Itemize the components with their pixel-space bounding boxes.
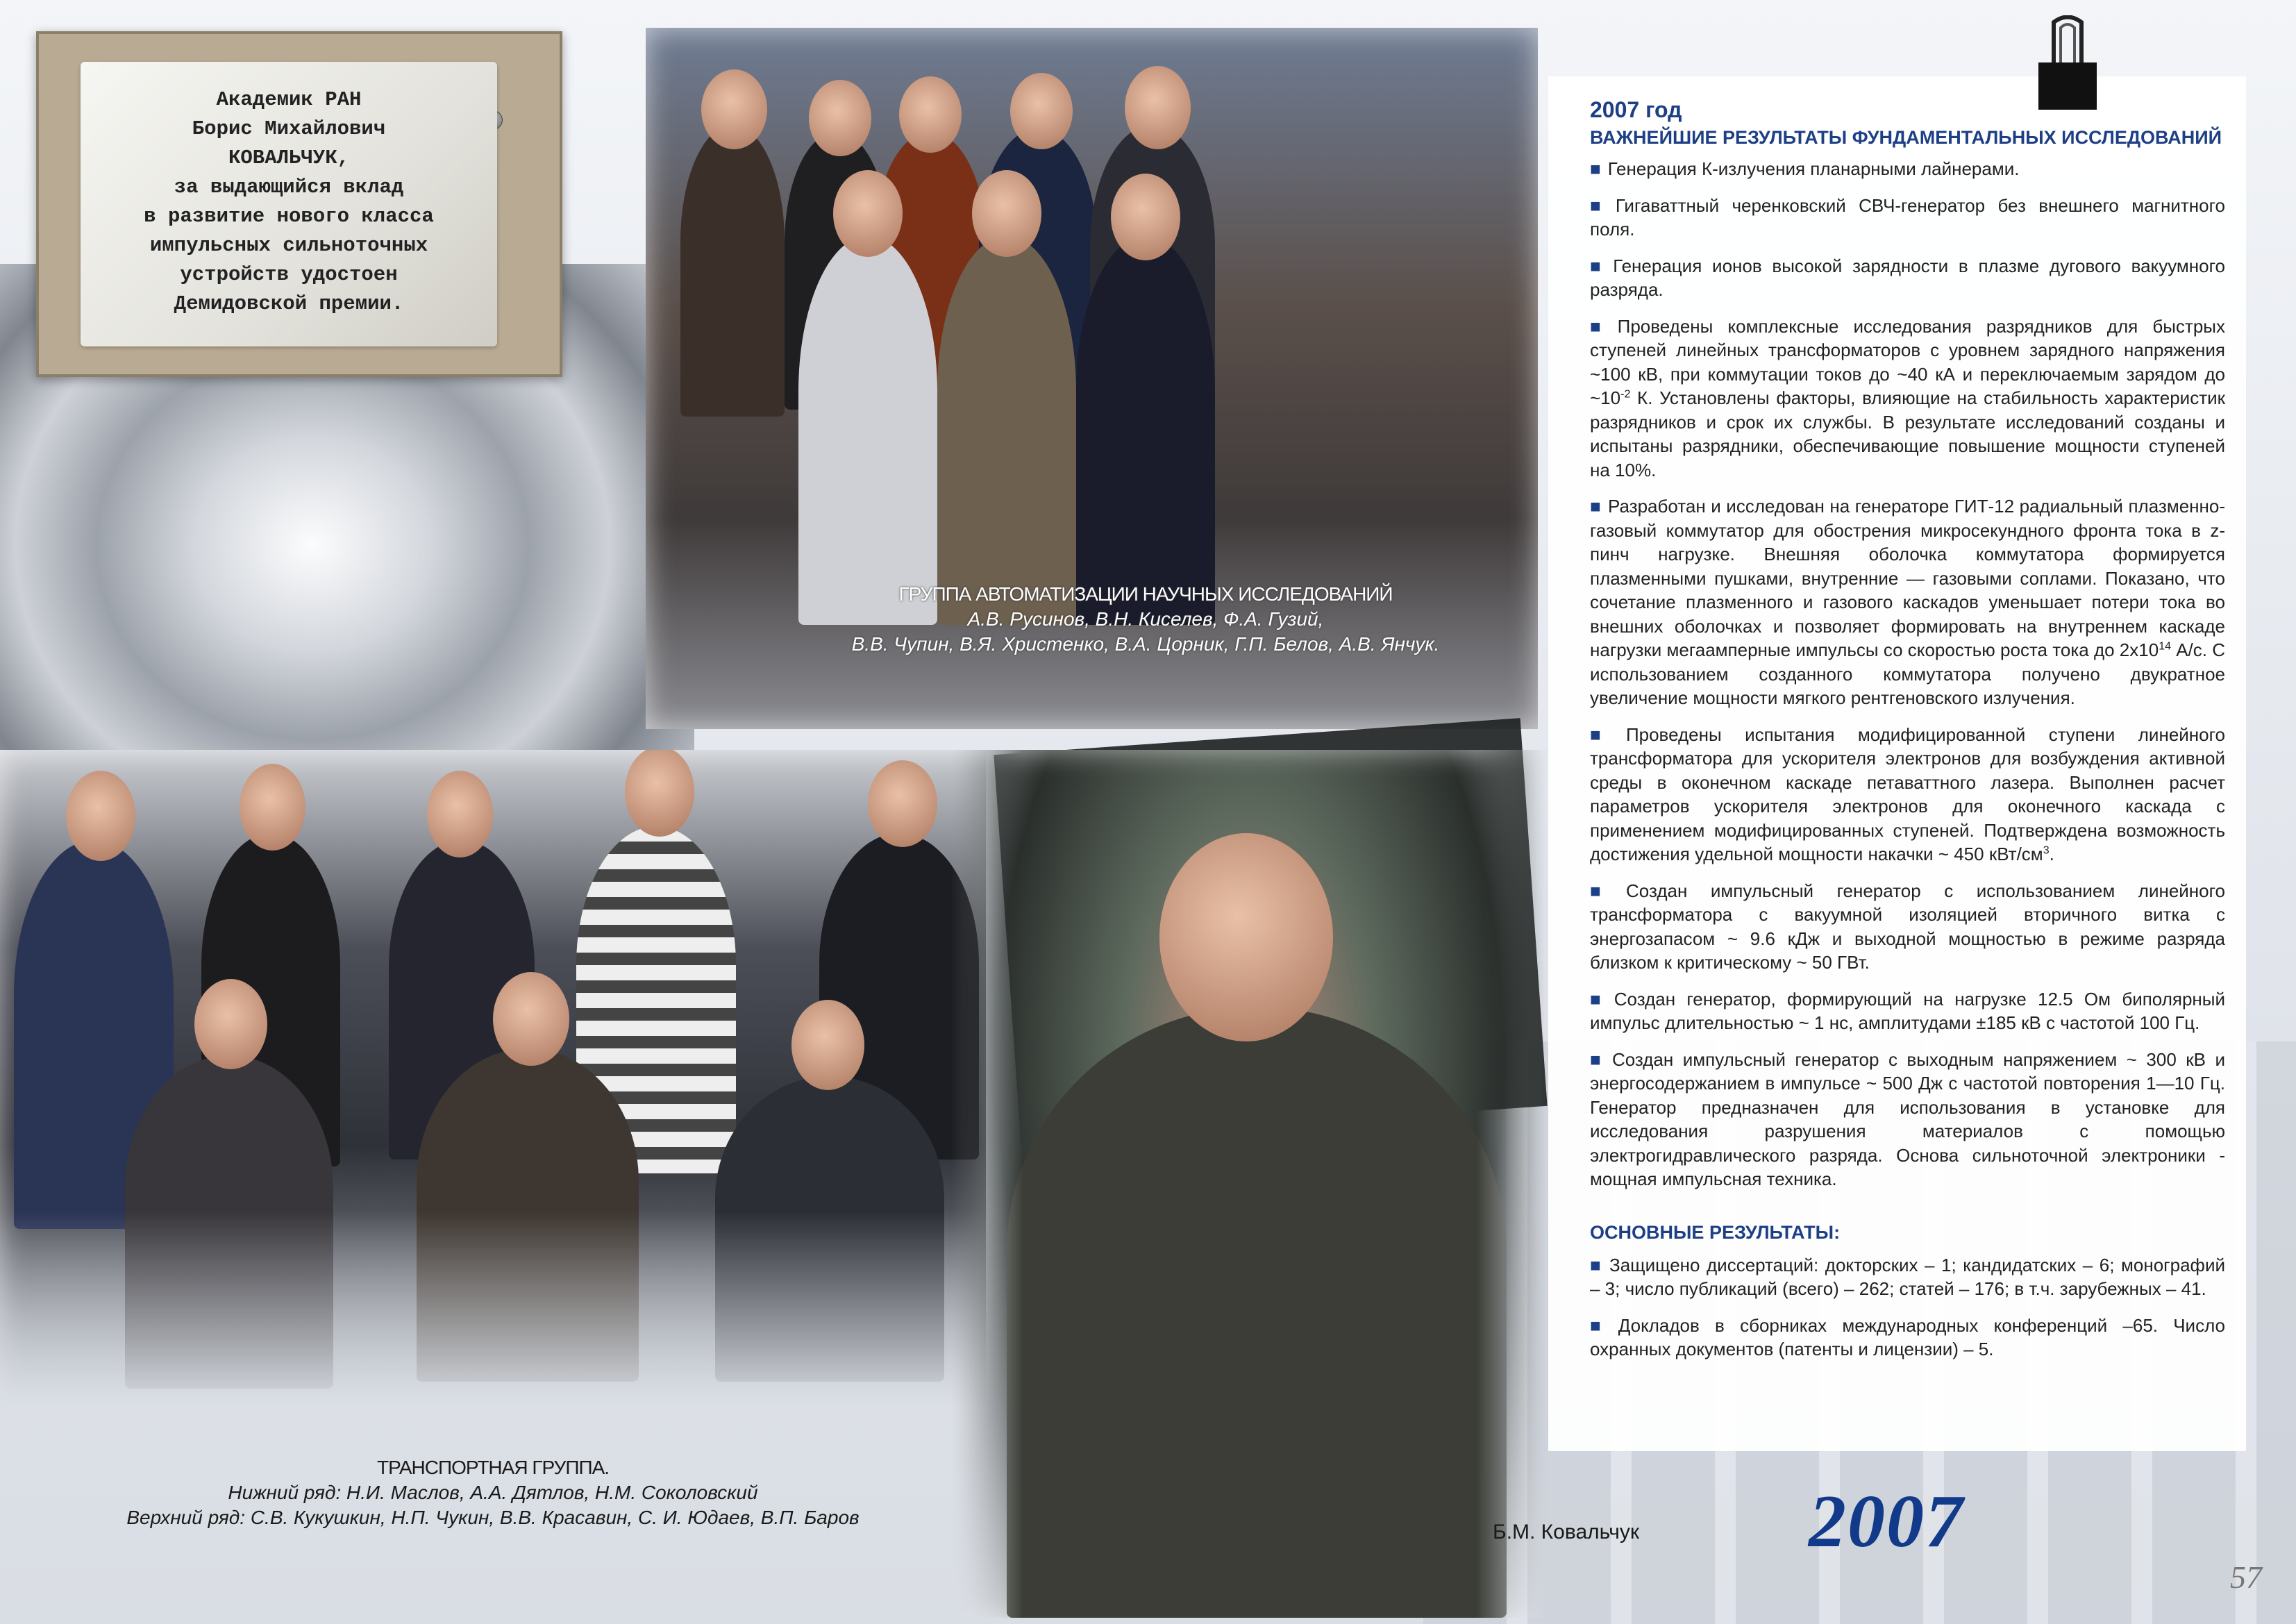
photo-kovalchuk [951, 750, 1548, 1618]
caption-automation-group [812, 582, 1479, 657]
caption-line: Верхний ряд: С.В. Кукушкин, Н.П. Чукин, В.В. Красавин, С. И. Юдаев, В.П. Баров [126, 1507, 860, 1528]
results-heading: ОСНОВНЫЕ РЕЗУЛЬТАТЫ: [1590, 1221, 1841, 1243]
person-figure [680, 125, 785, 417]
award-plaque [36, 31, 562, 377]
person-figure [937, 236, 1076, 625]
plaque-scroll [81, 62, 497, 346]
plaque-line: КОВАЛЬЧУК, [228, 147, 350, 169]
superscript: 3 [2043, 844, 2050, 857]
item-text-tail: . [2049, 844, 2054, 864]
plaque-text [94, 85, 483, 319]
list-item [1590, 879, 2225, 975]
list-item [1590, 315, 2225, 483]
list-item [1590, 194, 2225, 242]
item-text: Проведены комплексные исследования разрядников для быстрых ступеней линейных трансформаторов с уровнем зарядного напряжения ~100 кВ, при коммутации токов до ~40 кА и переключаемым зарядом до ~10 [1590, 315, 2225, 408]
person-figure [715, 1076, 944, 1382]
page-number: 57 [2230, 1559, 2262, 1595]
caption-line: Нижний ряд: Н.И. Маслов, А.А. Дятлов, Н.М. Соколовский [228, 1482, 758, 1503]
person-figure [798, 236, 937, 625]
results-panel [1548, 76, 2246, 1451]
plaque-line: в развитие нового класса [144, 205, 434, 228]
person-head [1010, 73, 1073, 149]
item-text: Проведены испытания модифицированной ступени линейного трансформатора для ускорителя электронов для возбуждения активной среды в оконечном каскаде петаваттного лазера. Выполнен расчет параметров ускорителя электронов для оконечного каскада с применением модифицированных ступеней. Подтверждена возможность достижения удельной мощности накачки ~ 450 кВт/см [1590, 723, 2225, 864]
superscript: 14 [2159, 640, 2171, 653]
item-text: Генерация К-излучения планарными лайнерами. [1607, 158, 2020, 179]
item-text: Генерация ионов высокой зарядности в плазме дугового вакуумного разряда. [1590, 255, 2225, 300]
person-head [833, 170, 903, 257]
person-head [701, 69, 767, 149]
panel-year: 2007 год [1590, 97, 1682, 122]
person-head [1159, 833, 1333, 1041]
superscript: -2 [1620, 388, 1631, 401]
person-figure [125, 1055, 333, 1389]
person-head [427, 771, 493, 857]
list-item [1590, 723, 2225, 867]
item-text: Докладов в сборниках международных конференций –65. Число охранных документов (патенты и лицензии) – 5. [1590, 1314, 2225, 1359]
plaque-line: импульсных сильноточных [149, 234, 428, 257]
person-figure [1007, 1007, 1507, 1618]
person-head [809, 80, 871, 156]
list-item [1590, 494, 2225, 710]
caption-title: ТРАНСПОРТНАЯ ГРУППА. [376, 1457, 610, 1478]
person-head [1125, 66, 1191, 149]
person-figure [1076, 236, 1215, 625]
photo-transport-group [0, 750, 986, 1409]
person-head [972, 170, 1041, 257]
item-text: Создан импульсный генератор с использованием линейного трансформатора с вакуумной изоляцией вторичного витка с энергозапасом ~ 9.6 кДж и выходной мощностью в режиме разряда близком к критическому ~ 50 ГВт. [1590, 880, 2225, 973]
results-list [1590, 157, 2225, 1191]
list-item [1590, 1048, 2225, 1191]
person-head [1111, 174, 1180, 260]
item-text: Гигаваттный черенковский СВЧ-генератор без внешнего магнитного поля. [1590, 194, 2225, 240]
person-head [791, 1000, 864, 1090]
plaque-line: Академик РАН [216, 88, 362, 111]
list-item [1590, 1314, 2225, 1362]
list-item [1590, 157, 2225, 181]
person-head [66, 771, 135, 861]
plaque-line: устройств удостоен [180, 263, 398, 286]
item-text: Разработан и исследован на генераторе ГИТ-12 радиальный плазменно-газовый коммутатор для обострения микросекундного фронта тока в z-пинч нагрузке. Внешняя оболочка коммутатора формируется плазменными пушками, внутренние — газовыми соплами. Показано, что сочетание плазменного и газового каскадов уменьшает потери тока во внешних оболочках и позволяет формировать на внутреннем каскаде нагрузки мегаамперные импульсы со скоростью роста тока до 2х10 [1590, 496, 2225, 660]
list-item [1590, 987, 2225, 1035]
caption-transport-group [76, 1455, 910, 1530]
item-text-tail: К. Установлены факторы, влияющие на стабильность характеристик разрядников и срок их службы. В результате исследований созданы и испытаны разрядники, обеспечивающие повышение мощности ступеней на 10%. [1590, 387, 2225, 480]
item-text: Создан генератор, формирующий на нагрузке 12.5 Ом биполярный импульс длительностью ~ 1 нс, амплитудами ±185 кВ с частотой 100 Гц. [1590, 988, 2225, 1033]
person-head [493, 972, 569, 1066]
item-text: Защищено диссертаций: докторских – 1; кандидатских – 6; монографий – 3; число публикаций (всего) – 262; статей – 176; в т.ч. зарубежных – 41. [1590, 1254, 2225, 1299]
person-head [899, 76, 962, 153]
list-item [1590, 254, 2225, 302]
item-text: Создан импульсный генератор с выходным напряжением ~ 300 кВ и энергосодержанием в импульсе ~ 500 Дж с частотой повторения 1—10 Гц. Генератор предназначен для использования в установке для исследования разрушения материалов с помощью электрогидравлического разряда. Основа сильноточной электроники - мощная импульсная техника. [1590, 1048, 2225, 1189]
plaque-line: Борис Михайлович [192, 117, 386, 140]
person-head [625, 750, 694, 837]
plaque-line: за выдающийся вклад [174, 176, 404, 199]
caption-portrait: Б.М. Ковальчук [1493, 1521, 1640, 1543]
item-text-tail: А/с. С использованием созданного коммутатора получено двукратное увеличение мощности мягкого рентгеновского излучения. [1590, 639, 2225, 708]
person-figure [417, 1048, 639, 1382]
summary-list [1590, 1253, 2225, 1362]
person-head [240, 764, 305, 851]
caption-line: В.В. Чупин, В.Я. Христенко, В.А. Цорник, Г.П. Белов, А.В. Янчук. [851, 633, 1440, 655]
caption-title: ГРУППА АВТОМАТИЗАЦИИ НАУЧНЫХ ИССЛЕДОВАНИЙ [898, 583, 1393, 605]
year-title: 2007 [1809, 1480, 1964, 1563]
binder-clip-icon [2033, 15, 2102, 112]
list-item [1590, 1253, 2225, 1301]
panel-heading: ВАЖНЕЙШИЕ РЕЗУЛЬТАТЫ ФУНДАМЕНТАЛЬНЫХ ИССЛЕДОВАНИЙ [1590, 127, 2222, 148]
person-head [194, 979, 267, 1069]
plaque-line: Демидовской премии. [174, 292, 404, 315]
caption-line: А.В. Русинов, В.Н. Киселев, Ф.А. Гузий, [967, 608, 1324, 630]
person-head [868, 760, 937, 847]
